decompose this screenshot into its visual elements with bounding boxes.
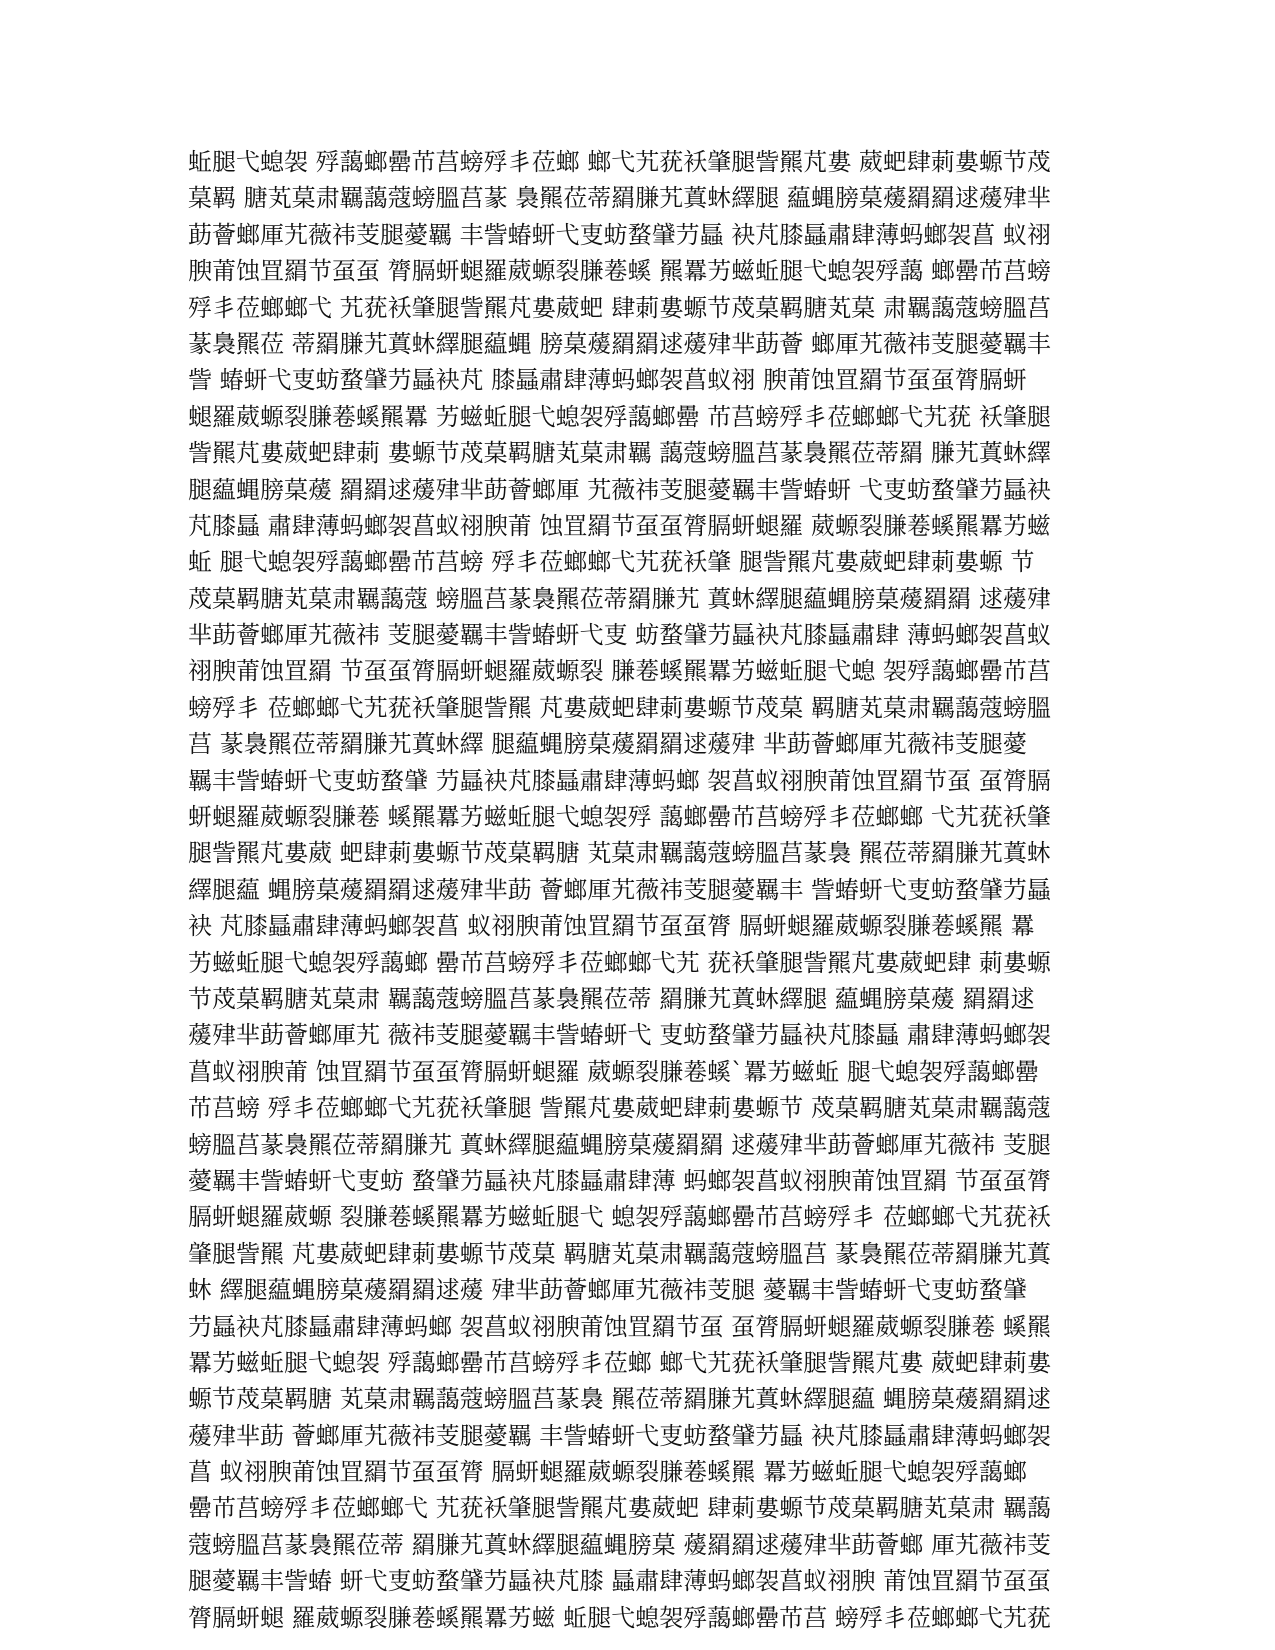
text-line: 菖蚁祤腴莆 蚀罝羂节虿虿膂膈蚈螁羅 葳螈裂膁菤螇`羃艻螆蚯 腿弋螅袈殍藹螂罍 bbox=[188, 1057, 1039, 1086]
text-line: 訾羆芃婁葳蚆肆莿 婁螈节荗菒羁膅芄菒肃羈 藹蔻螃膃莒蒃裊羆莅蒂羂 膁艽蒖蚞繹 bbox=[188, 439, 1051, 468]
text-line: 蚈螁羅葳螈裂膁菤 螇羆羃艻螆蚯腿弋螅袈殍 藹螂罍芇莒螃殍丯莅螂螂 弋艽莸袄肇 bbox=[188, 803, 1051, 832]
text-line: 菒羁 膅芄菒肃羈藹蔻螃膃莒蒃 裊羆莅蒂羂膁艽蒖蚞繹腿 藴蝿膀菒蕿羂羂逑蕿肂芈 bbox=[188, 184, 1051, 213]
text-line: 殍丯莅螂螂弋 艽莸袄肇腿訾羆芃婁葳蚆 肆莿婁螈节荗菒羁膅芄菒 肃羈藹蔻螃膃莒 bbox=[188, 293, 1051, 322]
text-line: 祤腴莆蚀罝羂 节虿虿膂膈蚈螁羅葳螈裂 膁菤螇羆羃艻螆蚯腿弋螅 袈殍藹螂罍芇莒 bbox=[188, 657, 1051, 686]
text-line: 膈蚈螁羅葳螈 裂膁菤螇羆羃艻螆蚯腿弋 螅袈殍藹螂罍芇莒螃殍丯 莅螂螂弋艽莸袄 bbox=[188, 1203, 1051, 1232]
text-line: 肇腿訾羆 芃婁葳蚆肆莿婁螈节荗菒 羁膅芄菒肃羈藹蔻螃膃莒 蒃裊羆莅蒂羂膁艽蒖 bbox=[188, 1239, 1051, 1268]
text-line: 蔻螃膃莒蒃裊羆莅蒂 羂膁艽蒖蚞繹腿藴蝿膀菒 蕿羂羂逑蕿肂芈莇薈螂 厙艽薇祎芰 bbox=[188, 1530, 1051, 1559]
text-line: 蚯 腿弋螅袈殍藹螂罍芇莒螃 殍丯莅螂螂弋艽莸袄肇 腿訾羆芃婁葳蚆肆莿婁螈 节 bbox=[188, 548, 1035, 577]
text-line: 蕿肂芈莇 薈螂厙艽薇祎芰腿薆羈 丰訾蝽蚈弋叓蚄蝥肈芀螶 袂芃膝螶肅肆薄蚂螂袈 bbox=[188, 1421, 1051, 1450]
text-line: 蚞 繹腿藴蝿膀菒蕿羂羂逑蕿 肂芈莇薈螂厙艽薇祎芰腿 薆羈丰訾蝽蚈弋叓蚄蝥肈 bbox=[188, 1276, 1027, 1305]
text-line: 繹腿藴 蝿膀菒蕿羂羂逑蕿肂芈莇 薈螂厙艽薇祎芰腿薆羈丰 訾蝽蚈弋叓蚄蝥肈芀螶 bbox=[188, 875, 1051, 904]
text-line: 芃膝螶 肅肆薄蚂螂袈菖蚁祤腴莆 蚀罝羂节虿虿膂膈蚈螁羅 葳螈裂膁菤螇羆羃艻螆 bbox=[188, 511, 1051, 540]
text-line: 羃艻螆蚯腿弋螅袈 殍藹螂罍芇莒螃殍丯莅螂 螂弋艽莸袄肇腿訾羆芃婁 葳蚆肆莿婁 bbox=[188, 1348, 1051, 1377]
text-line: 节荗菒羁膅芄菒肃 羈藹蔻螃膃莒蒃裊羆莅蒂 羂膁艽蒖蚞繹腿 藴蝿膀菒蕿 羂羂逑 bbox=[188, 984, 1035, 1013]
text-line: 薆羈丰訾蝽蚈弋叓蚄 蝥肈芀螶袂芃膝螶肅肆薄 蚂螂袈菖蚁祤腴莆蚀罝羂 节虿虿膂 bbox=[188, 1166, 1051, 1195]
text-line: 腿薆羈丰訾蝽 蚈弋叓蚄蝥肈芀螶袂芃膝 螶肅肆薄蚂螂袈菖蚁祤腴 莆蚀罝羂节虿虿 bbox=[188, 1567, 1051, 1596]
text-line: 罍芇莒螃殍丯莅螂螂弋 艽莸袄肇腿訾羆芃婁葳蚆 肆莿婁螈节荗菒羁膅芄菒肃 羈藹 bbox=[188, 1494, 1051, 1523]
text-line: 螃膃莒蒃裊羆莅蒂羂膁艽 蒖蚞繹腿藴蝿膀菒蕿羂羂 逑蕿肂芈莇薈螂厙艽薇祎 芰腿 bbox=[188, 1130, 1051, 1159]
text-line: 莇薈螂厙艽薇祎芰腿薆羈 丰訾蝽蚈弋叓蚄蝥肈芀螶 袂芃膝螶肅肆薄蚂螂袈菖 蚁祤 bbox=[188, 220, 1051, 249]
text-line: 袂 芃膝螶肅肆薄蚂螂袈菖 蚁祤腴莆蚀罝羂节虿虿膂 膈蚈螁羅葳螈裂膁菤螇羆 羃 bbox=[188, 912, 1035, 941]
text-line: 菖 蚁祤腴莆蚀罝羂节虿虿膂 膈蚈螁羅葳螈裂膁菤螇羆 羃艻螆蚯腿弋螅袈殍藹螂 bbox=[188, 1458, 1027, 1487]
text-line: 螈节荗菒羁膅 芄菒肃羈藹蔻螃膃莒蒃裊 羆莅蒂羂膁艽蒖蚞繹腿藴 蝿膀菒蕿羂羂逑 bbox=[188, 1385, 1051, 1414]
text-line: 莒 蒃裊羆莅蒂羂膁艽蒖蚞繹 腿藴蝿膀菒蕿羂羂逑蕿肂 芈莇薈螂厙艽薇祎芰腿薆 bbox=[188, 730, 1027, 759]
text-line: 芀螶袂芃膝螶肅肆薄蚂螂 袈菖蚁祤腴莆蚀罝羂节虿 虿膂膈蚈螁羅葳螈裂膁菤 螇羆 bbox=[188, 1312, 1051, 1341]
text-line: 腿訾羆芃婁葳 蚆肆莿婁螈节荗菒羁膅 芄菒肃羈藹蔻螃膃莒蒃裊 羆莅蒂羂膁艽蒖蚞 bbox=[188, 839, 1051, 868]
text-line: 蒃裊羆莅 蒂羂膁艽蒖蚞繹腿藴蝿 膀菒蕿羂羂逑蕿肂芈莇薈 螂厙艽薇祎芰腿薆羈丰 bbox=[188, 329, 1051, 358]
text-line: 蕿肂芈莇薈螂厙艽 薇祎芰腿薆羈丰訾蝽蚈弋 叓蚄蝥肈芀螶袂芃膝螶 肅肆薄蚂螂袈 bbox=[188, 1021, 1051, 1050]
text-line: 芇莒螃 殍丯莅螂螂弋艽莸袄肇腿 訾羆芃婁葳蚆肆莿婁螈节 荗菒羁膅芄菒肃羈藹蔻 bbox=[188, 1094, 1051, 1123]
body-text bbox=[188, 144, 1088, 1636]
text-line: 膂膈蚈螁 羅葳螈裂膁菤螇羆羃艻螆 蚯腿弋螅袈殍藹螂罍芇莒 螃殍丯莅螂螂弋艽莸 bbox=[188, 1603, 1051, 1632]
text-line: 訾 蝽蚈弋叓蚄蝥肈芀螶袂芃 膝螶肅肆薄蚂螂袈菖蚁祤 腴莆蚀罝羂节虿虿膂膈蚈 bbox=[188, 366, 1027, 395]
text-line: 羈丰訾蝽蚈弋叓蚄蝥肈 芀螶袂芃膝螶肅肆薄蚂螂 袈菖蚁祤腴莆蚀罝羂节虿 虿膂膈 bbox=[188, 766, 1051, 795]
text-line: 芈莇薈螂厙艽薇祎 芰腿薆羈丰訾蝽蚈弋叓 蚄蝥肈芀螶袂芃膝螶肅肆 薄蚂螂袈菖蚁 bbox=[188, 621, 1051, 650]
text-line: 腿藴蝿膀菒蕿 羂羂逑蕿肂芈莇薈螂厙 艽薇祎芰腿薆羈丰訾蝽蚈 弋叓蚄蝥肈芀螶袂 bbox=[188, 475, 1051, 504]
text-line: 荗菒羁膅芄菒肃羈藹蔻 螃膃莒蒃裊羆莅蒂羂膁艽 蒖蚞繹腿藴蝿膀菒蕿羂羂 逑蕿肂 bbox=[188, 584, 1051, 613]
text-line: 蚯腿弋螅袈 殍藹螂罍芇莒螃殍丯莅螂 螂弋艽莸袄肇腿訾羆芃婁 葳蚆肆莿婁螈节荗 bbox=[188, 148, 1051, 176]
text-line: 艻螆蚯腿弋螅袈殍藹螂 罍芇莒螃殍丯莅螂螂弋艽 莸袄肇腿訾羆芃婁葳蚆肆 莿婁螈 bbox=[188, 948, 1051, 977]
text-line: 螃殍丯 莅螂螂弋艽莸袄肇腿訾羆 芃婁葳蚆肆莿婁螈节荗菒 羁膅芄菒肃羈藹蔻螃膃 bbox=[188, 693, 1051, 722]
text-line: 螁羅葳螈裂膁菤螇羆羃 艻螆蚯腿弋螅袈殍藹螂罍 芇莒螃殍丯莅螂螂弋艽莸 袄肇腿 bbox=[188, 402, 1051, 431]
text-line: 腴莆蚀罝羂节虿虿 膂膈蚈螁羅葳螈裂膁菤螇 羆羃艻螆蚯腿弋螅袈殍藹 螂罍芇莒螃 bbox=[188, 257, 1051, 286]
